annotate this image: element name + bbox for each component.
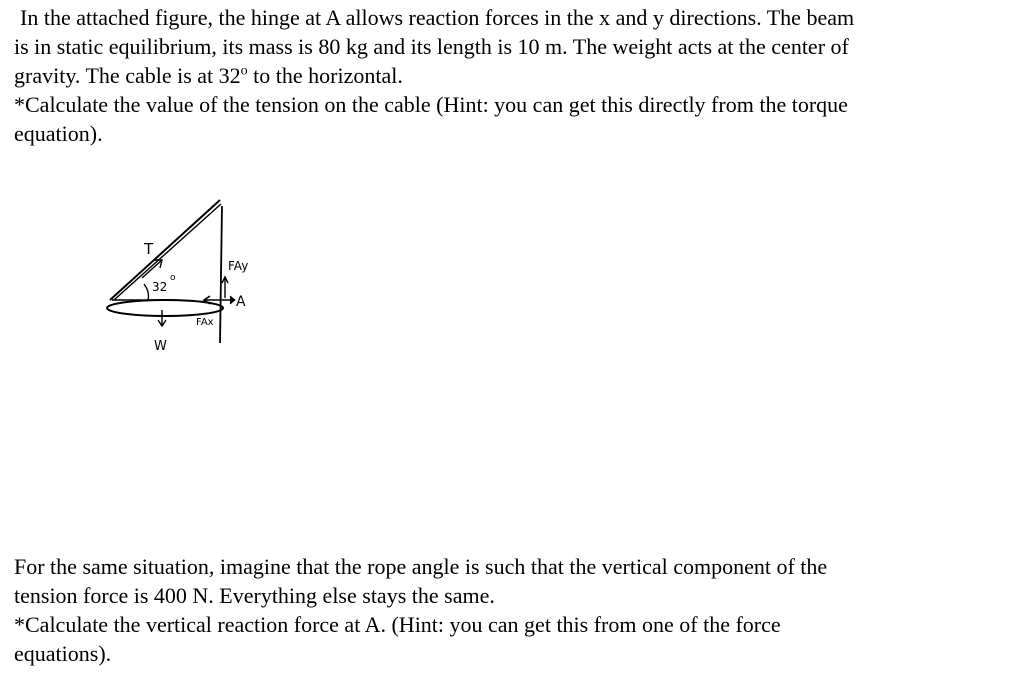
question-1-text [14,3,1004,148]
label-fay: FAy [228,259,249,273]
q2-line-4: equations). [14,641,112,666]
q1-line-4: *Calculate the value of the tension on the cable (Hint: you can get this directly from the torque [14,92,848,117]
question-2-text [14,552,1004,668]
label-t: T [144,240,154,258]
q1-line-3-start: gravity. The cable is at 32 [14,63,241,88]
free-body-diagram [100,188,300,368]
q1-line-1: In the attached figure, the hinge at A allows reaction forces in the x and y directions. The beam [20,5,855,30]
wall-line [220,206,222,343]
q1-line-2: is in static equilibrium, its mass is 80 kg and its length is 10 m. The weight acts at the center of [14,34,849,59]
q1-line-5: equation). [14,121,103,146]
angle-arc [144,284,149,300]
label-w: W [154,339,167,354]
label-angle-degree: o [170,273,176,283]
label-fax: FAx [196,317,214,328]
q2-line-3: *Calculate the vertical reaction force at A. (Hint: you can get this from one of the force [14,612,781,637]
q1-line-3 [14,61,1004,90]
label-angle: 32 [152,280,168,294]
fax-arrowhead-right [230,296,235,304]
label-a: A [236,294,246,310]
q1-line-3-end: to the horizontal. [247,63,403,88]
cable-line-2 [114,204,221,300]
beam-ellipse [107,300,223,316]
q2-line-2: tension force is 400 N. Everything else stays the same. [14,583,495,608]
degree-symbol: o [240,63,248,79]
q2-line-1: For the same situation, imagine that the rope angle is such that the vertical component of the [14,554,828,579]
